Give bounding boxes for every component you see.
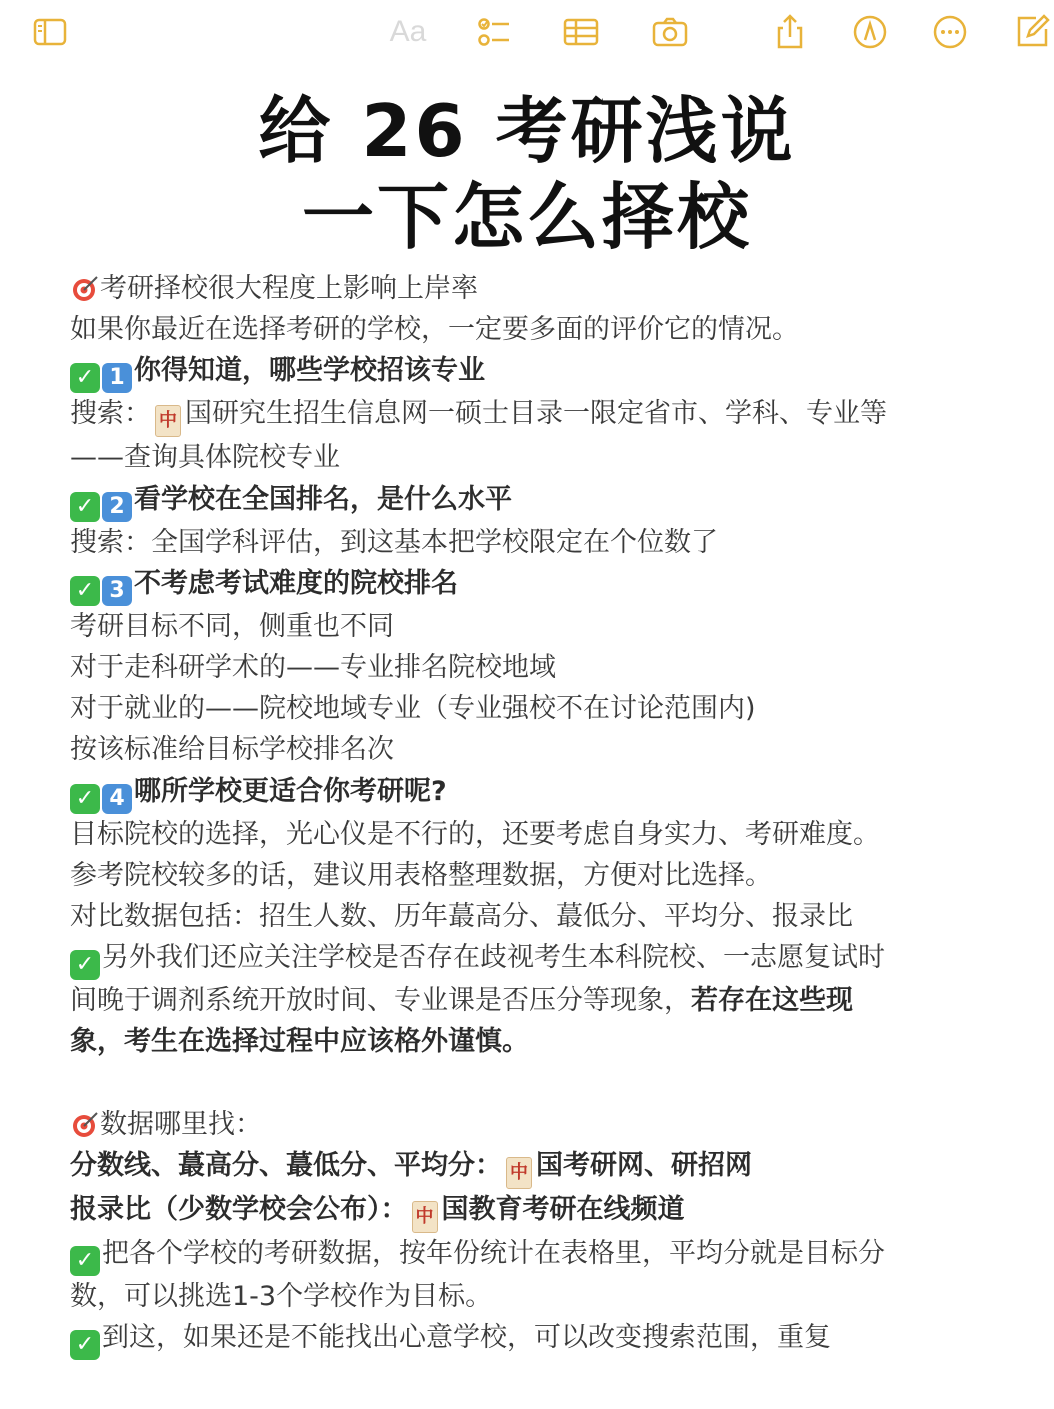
title-line-1: 给 26 考研浅说 [258,89,796,173]
section-heading-1: ✓ 1 你得知道，哪些学校招该专业 [70,350,1030,393]
dart-target-icon [70,1109,100,1139]
table-icon[interactable] [559,10,603,54]
keycap-4-icon: 4 [102,784,132,814]
list-item: 分数线、蕞高分、蕞低分、平均分： 中 国考研网、研招网 [70,1145,1030,1189]
list-item: 考研目标不同，侧重也不同 [70,610,394,642]
blank-line [70,1063,1030,1104]
checkmark-icon: ✓ [70,576,100,606]
section-heading-4: ✓ 4 哪所学校更适合你考研呢? [70,771,1030,814]
mahjong-zhong-icon: 中 [506,1157,532,1189]
note-body[interactable] [70,268,1030,1360]
checkmark-icon: ✓ [70,784,100,814]
list-item: 按该标准给目标学校排名次 [70,734,394,766]
list-item: 搜索： 中 国研究生招生信息网一硕士目录一限定省市、学科、专业等 [70,393,1030,437]
list-item: 搜索：全国学科评估，到这基本把学校限定在个位数了 [70,526,718,558]
list-item: 数据哪里找： [70,1104,1030,1145]
title-line-2: 一下怎么择校 [301,175,752,259]
section-heading-2: ✓ 2 看学校在全国排名，是什么水平 [70,479,1030,522]
checklist-icon[interactable] [472,10,516,54]
checkmark-icon: ✓ [70,492,100,522]
list-item: 对于走科研学术的——专业排名院校地域 [70,652,556,684]
note-title [0,88,1054,260]
list-item: 目标院校的选择，光心仪是不行的，还要考虑自身实力、考研难度。 [70,818,880,850]
markup-icon[interactable] [848,10,892,54]
list-item: ✓ 另外我们还应关注学校是否存在歧视考生本科院校、一志愿复试时 [70,937,1030,980]
checkmark-icon: ✓ [70,363,100,393]
list-item: 如果你最近在选择考研的学校，一定要多面的评价它的情况。 [70,314,799,346]
list-item: 考研择校很大程度上影响上岸率 [70,268,1030,309]
compose-icon[interactable] [1010,10,1054,54]
mahjong-zhong-icon: 中 [412,1201,438,1233]
keycap-1-icon: 1 [102,363,132,393]
checkmark-icon: ✓ [70,1246,100,1276]
list-item: 象，考生在选择过程中应该格外谨慎。 [70,1026,529,1058]
dart-target-icon [70,273,100,303]
list-item: 对于就业的——院校地域专业（专业强校不在讨论范围内) [70,693,756,725]
list-item: ——查询具体院校专业 [70,442,340,474]
list-item: 报录比（少数学校会公布）： 中 国教育考研在线频道 [70,1189,1030,1233]
keycap-2-icon: 2 [102,492,132,522]
keycap-3-icon: 3 [102,576,132,606]
font-button[interactable]: Aa [389,15,427,48]
section-heading-3: ✓ 3 不考虑考试难度的院校排名 [70,563,1030,606]
mahjong-zhong-icon: 中 [155,405,181,437]
sidebar-icon[interactable] [28,10,72,54]
list-item: 参考院校较多的话，建议用表格整理数据，方便对比选择。 [70,859,772,891]
camera-icon[interactable] [648,10,692,54]
share-icon[interactable] [768,10,812,54]
list-item: 对比数据包括：招生人数、历年蕞高分、蕞低分、平均分、报录比 [70,901,853,933]
list-item: 数，可以挑选1-3个学校作为目标。 [70,1281,493,1313]
more-icon[interactable] [928,10,972,54]
checkmark-icon: ✓ [70,1330,100,1360]
list-item: ✓ 到这，如果还是不能找出心意学校，可以改变搜索范围，重复 [70,1317,1030,1360]
list-item: ✓ 把各个学校的考研数据，按年份统计在表格里，平均分就是目标分 [70,1233,1030,1276]
toolbar [0,0,1054,64]
checkmark-icon: ✓ [70,950,100,980]
list-item: 间晚于调剂系统开放时间、专业课是否压分等现象，若存在这些现 [70,985,853,1017]
